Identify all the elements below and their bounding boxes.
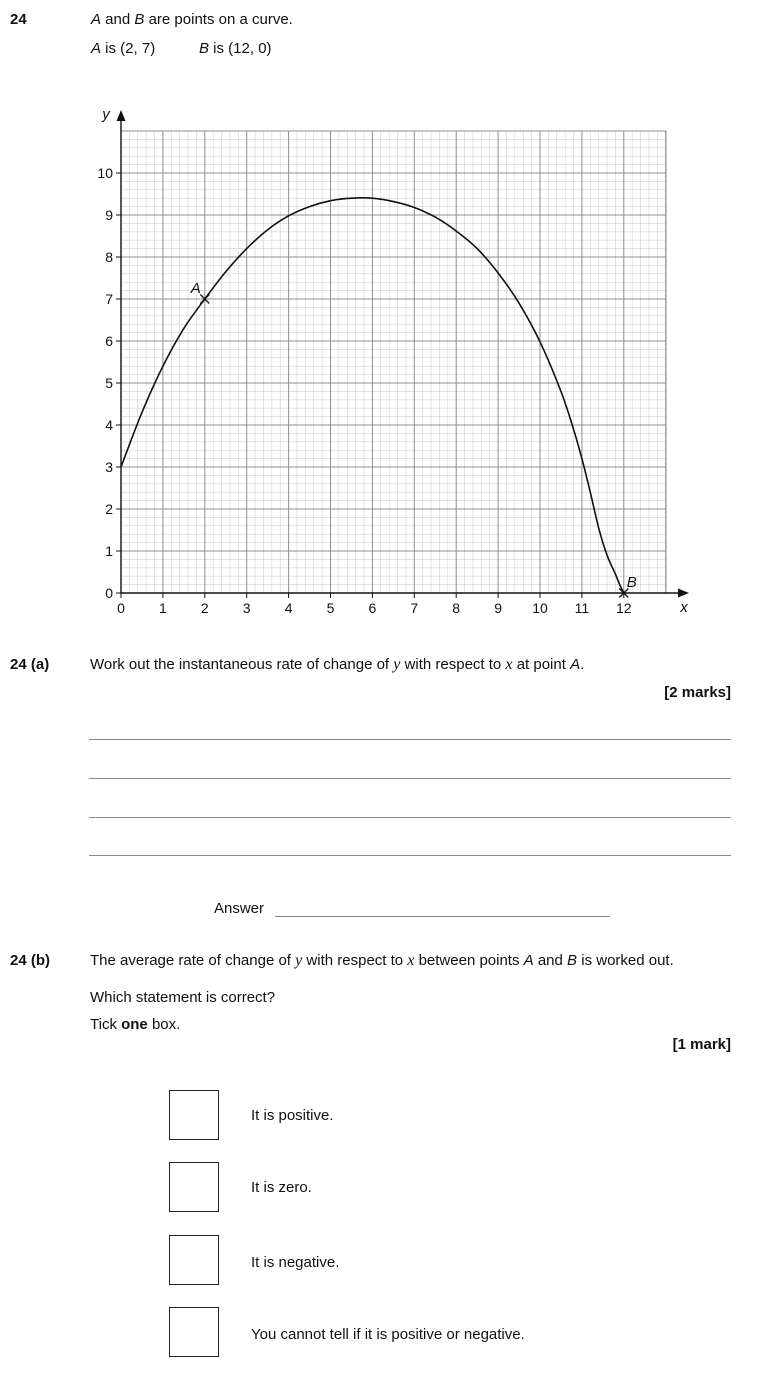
working-line-1[interactable]	[89, 739, 731, 740]
part-b-point-a: A	[523, 952, 534, 969]
var-x: x	[505, 656, 513, 673]
point-a-name: A	[91, 40, 102, 57]
point-a-label: A	[190, 280, 201, 297]
tick-box-cannot-tell[interactable]	[169, 1307, 219, 1357]
y-tick-label: 7	[105, 291, 113, 307]
x-tick-label: 1	[159, 600, 167, 616]
x-tick-label: 8	[452, 600, 461, 616]
option-zero: It is zero.	[251, 1179, 312, 1196]
x-tick-label: 4	[284, 600, 293, 616]
part-b-text-3: between points	[414, 952, 524, 969]
tick-labels	[97, 106, 688, 616]
point-a-label: A	[91, 11, 102, 28]
x-tick-label: 0	[117, 600, 125, 616]
point-b-label: B	[134, 11, 145, 28]
part-b-label: 24 (b)	[10, 952, 51, 969]
point-b-name: B	[199, 40, 210, 57]
answer-line[interactable]	[275, 916, 610, 917]
part-b-text-5: is worked out.	[577, 952, 674, 969]
grid-border	[121, 131, 666, 593]
part-a-text-1: Work out the instantaneous rate of change of	[90, 656, 394, 673]
tick-box-negative[interactable]	[169, 1235, 219, 1285]
option-negative: It is negative.	[251, 1254, 340, 1271]
x-tick-label: 2	[200, 600, 209, 616]
y-axis-label: y	[102, 106, 110, 123]
y-tick-label: 5	[105, 375, 113, 391]
part-a-text-3: at point	[512, 656, 571, 673]
intro-rest: are points on a curve.	[144, 11, 293, 28]
curve-graph	[0, 0, 760, 640]
x-tick-label: 3	[242, 600, 251, 616]
minor-grid	[121, 131, 666, 593]
x-tick-label: 12	[616, 600, 632, 616]
axes	[116, 110, 689, 598]
tick-box-positive[interactable]	[169, 1090, 219, 1140]
var-x: x	[407, 952, 415, 969]
x-axis-label: x	[680, 599, 688, 616]
y-tick-label: 8	[105, 249, 113, 265]
working-line-2[interactable]	[89, 778, 731, 779]
point-a-coords: is (2, 7)	[101, 40, 156, 57]
major-grid	[121, 131, 666, 593]
part-a-text-2: with respect to	[400, 656, 506, 673]
part-b-point-b: B	[567, 952, 578, 969]
point-b-label: B	[626, 574, 637, 591]
part-a-marks: [2 marks]	[664, 684, 731, 701]
point-b-marker	[619, 574, 637, 598]
x-tick-label: 9	[494, 600, 502, 616]
part-a-text-4: .	[580, 656, 585, 673]
x-tick-label: 5	[326, 600, 335, 616]
y-tick-label: 9	[105, 207, 113, 223]
tick-text-1: Tick	[90, 1016, 122, 1033]
part-a-label: 24 (a)	[10, 656, 50, 673]
part-b-question	[90, 952, 674, 970]
curve-points	[190, 280, 637, 598]
part-b-text-4: and	[533, 952, 568, 969]
y-tick-label: 4	[105, 417, 113, 433]
x-axis-arrow	[678, 589, 689, 598]
x-tick-label: 6	[368, 600, 377, 616]
point-a-marker	[190, 280, 210, 304]
part-a-question	[90, 656, 584, 674]
option-cannot-tell: You cannot tell if it is positive or negative.	[251, 1326, 525, 1343]
answer-label: Answer	[214, 900, 265, 917]
tick-text-2: box.	[147, 1016, 181, 1033]
var-y: y	[393, 656, 401, 673]
working-line-4[interactable]	[89, 855, 731, 856]
x-tick-label: 11	[574, 600, 590, 616]
y-tick-label: 1	[105, 543, 113, 559]
intro-and: and	[101, 11, 135, 28]
question-number: 24	[10, 11, 27, 28]
part-b-text-1: The average rate of change of	[90, 952, 296, 969]
option-positive: It is positive.	[251, 1107, 334, 1124]
tick-bold: one	[121, 1016, 148, 1033]
part-b-marks: [1 mark]	[672, 1036, 731, 1053]
y-tick-label: 2	[105, 501, 113, 517]
point-b-coords: is (12, 0)	[209, 40, 272, 57]
part-a-point: A	[570, 656, 581, 673]
y-tick-label: 10	[97, 165, 113, 181]
y-tick-label: 0	[105, 585, 113, 601]
y-tick-label: 3	[105, 459, 113, 475]
x-tick-label: 10	[532, 600, 548, 616]
x-tick-label: 7	[410, 600, 419, 616]
y-axis-arrow	[117, 110, 126, 121]
tick-box-zero[interactable]	[169, 1162, 219, 1212]
var-y: y	[295, 952, 303, 969]
tick-instruction	[90, 1016, 180, 1033]
working-line-3[interactable]	[89, 817, 731, 818]
y-tick-label: 6	[105, 333, 113, 349]
which-statement: Which statement is correct?	[90, 989, 276, 1006]
part-b-text-2: with respect to	[302, 952, 408, 969]
